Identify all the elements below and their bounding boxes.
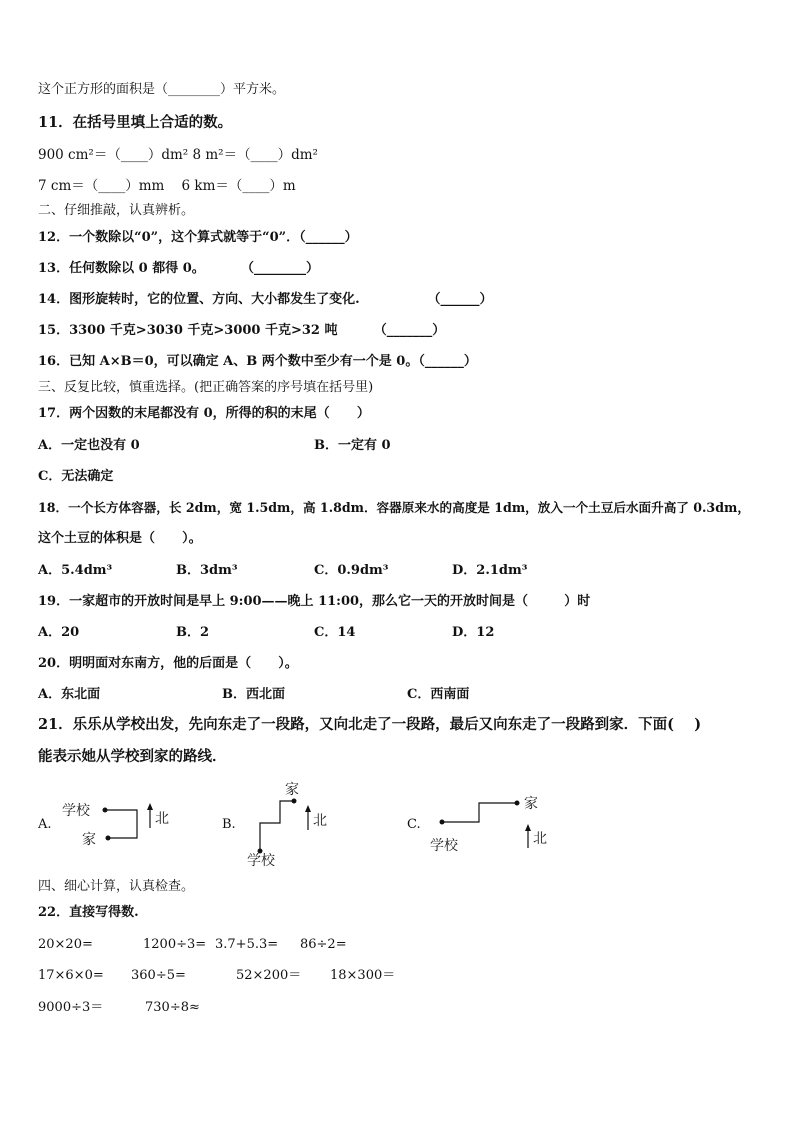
- q17-option-c: C．无法确定: [38, 469, 114, 484]
- q21-figure-a: [58, 795, 188, 855]
- q11-line1: 900 cm²＝（____）dm² 8 m²＝（____）dm²: [38, 147, 318, 163]
- q21-figure-b: [240, 778, 350, 870]
- q13: 13．任何数除以 0 都得 0。 （________）: [38, 261, 319, 276]
- q18-option-a: A．5.4dm³: [38, 563, 113, 578]
- section3-header: 三、反复比较，慎重选择。(把正确答案的序号填在括号里): [38, 380, 374, 395]
- q21-option-a-label: A.: [38, 817, 52, 832]
- q20-option-b: B．西北面: [222, 687, 285, 702]
- q19-option-d: D．12: [452, 625, 495, 640]
- calc-2-3: 52×200＝: [236, 968, 302, 983]
- q15: 15．3300 千克>3030 千克>3000 千克>32 吨 （_______）: [38, 323, 446, 338]
- calc-3-2: 730÷8≈: [145, 1000, 200, 1015]
- q19-option-b: B．2: [176, 625, 210, 640]
- calc-2-1: 17×6×0=: [38, 968, 104, 983]
- school-label: 学校: [62, 803, 90, 819]
- q11-line2: 7 cm＝（____）mm 6 km＝（____）m: [38, 178, 296, 194]
- q12: 12．一个数除以“0”，这个算式就等于“0”．（______）: [38, 230, 358, 245]
- q21-stem-line2: 能表示她从学校到家的路线．: [38, 748, 227, 765]
- north-label: 北: [155, 811, 169, 827]
- q17-option-b: B．一定有 0: [314, 438, 391, 453]
- q21-option-b-label: B.: [222, 817, 236, 832]
- q19-option-a: A．20: [38, 625, 80, 640]
- q21-option-c-label: C.: [407, 817, 421, 832]
- q20-option-a: A．东北面: [38, 687, 101, 702]
- q22-title: 22．直接写得数.: [38, 905, 139, 920]
- q14: 14．图形旋转时，它的位置、方向、大小都发生了变化. （______）: [38, 292, 493, 307]
- calc-1-1: 20×20=: [38, 937, 93, 952]
- home-label: 家: [524, 796, 538, 812]
- section2-header: 二、仔细推敲，认真辨析。: [38, 203, 195, 218]
- q17-option-a: A．一定也没有 0: [38, 438, 140, 453]
- q11-title: 11．在括号里填上合适的数。: [38, 114, 233, 131]
- school-label: 学校: [430, 838, 458, 854]
- q18-stem-line1: 18．一个长方体容器，长 2dm，宽 1.5dm，高 1.8dm．容器原来水的高度是 1dm，放入一个土豆后水面升高了 0.3dm，: [38, 500, 750, 515]
- home-label: 家: [82, 832, 96, 848]
- q16: 16．已知 A×B＝0，可以确定 A、B 两个数中至少有一个是 0。（______）: [38, 354, 477, 369]
- q19-stem: 19．一家超市的开放时间是早上 9:00——晚上 11:00，那么它一天的开放时间是（ ）时: [38, 594, 591, 609]
- q20-option-c: C．西南面: [407, 687, 470, 702]
- q20-stem: 20．明明面对东南方，他的后面是（ ）。: [38, 656, 298, 671]
- home-label: 家: [285, 782, 299, 798]
- calc-3-1: 9000÷3＝: [38, 1000, 104, 1015]
- calc-1-4: 86÷2=: [300, 937, 347, 952]
- q21-figure-c: [426, 790, 556, 860]
- north-label: 北: [313, 813, 327, 829]
- north-label: 北: [533, 831, 547, 847]
- calc-1-3: 3.7+5.3=: [215, 937, 279, 952]
- q18-option-c: C．0.9dm³: [314, 563, 389, 578]
- school-label: 学校: [247, 853, 275, 869]
- q18-option-d: D．2.1dm³: [452, 563, 528, 578]
- calc-1-2: 1200÷3=: [143, 937, 207, 952]
- calc-2-2: 360÷5=: [131, 968, 186, 983]
- q10-tail: 这个正方形的面积是（________）平方米。: [38, 82, 286, 97]
- q19-option-c: C．14: [314, 625, 356, 640]
- q17-stem: 17．两个因数的末尾都没有 0，所得的积的末尾（ ）: [38, 406, 370, 421]
- q18-option-b: B．3dm³: [176, 563, 238, 578]
- section4-header: 四、细心计算，认真检查。: [38, 879, 195, 894]
- q18-stem-line2: 这个土豆的体积是（ ）。: [38, 531, 202, 546]
- calc-2-4: 18×300＝: [330, 968, 396, 983]
- q21-stem-line1: 21．乐乐从学校出发，先向东走了一段路，又向北走了一段路，最后又向东走了一段路到家．下面( ): [38, 716, 702, 733]
